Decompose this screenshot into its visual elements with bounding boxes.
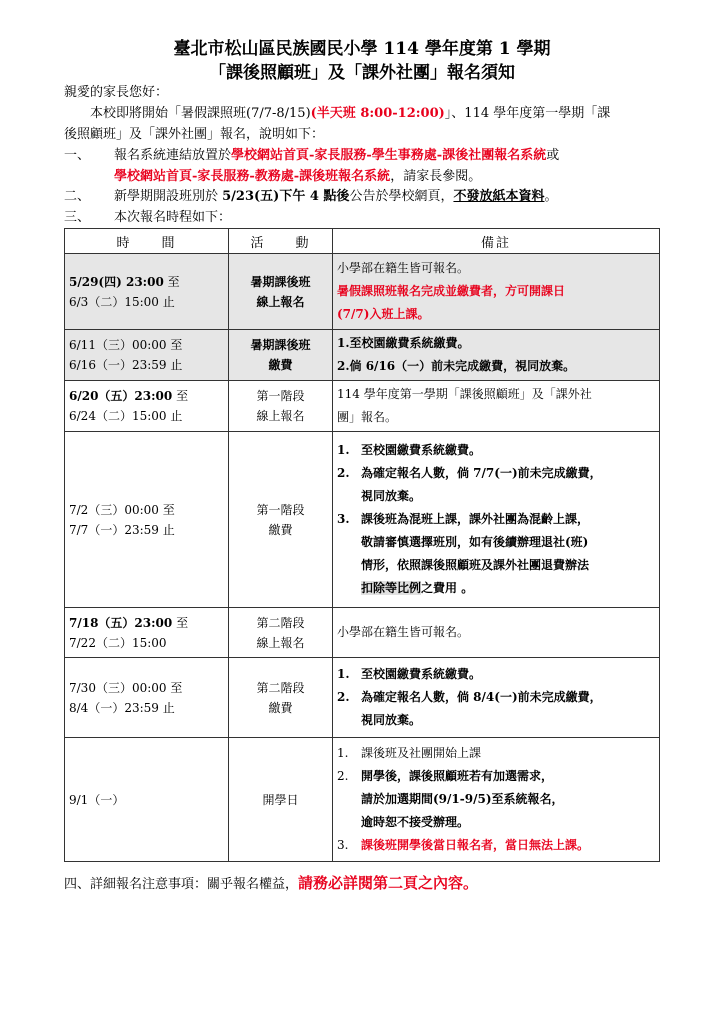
list-line: 課後班開學後當日報名者，當日無法上課。 [361,838,590,852]
time-start-suffix: 至 [158,502,175,517]
list-line: 至校園繳費系統繳費。 [361,667,482,681]
time-cell [65,658,229,738]
list-line: 請於加選期間(9/1-9/5)至系統報名， [361,792,564,806]
note-line-2: 團」報名。 [337,410,398,424]
footer-note [64,872,478,893]
list-line: 敬請審慎選擇班別，如有後續辦理退社(班) [361,535,589,549]
list-item [337,508,655,600]
activity-line-1: 暑期課後班 [250,338,311,352]
time-start: 6/20（五）23:00 [69,389,173,403]
time-end-suffix: 止 [158,294,175,309]
item-2-no-paper: 不發放紙本資料 [453,189,545,204]
activity-cell [229,738,333,862]
item-3-num: 三、 [64,210,91,225]
table-row [65,330,660,381]
item-2-pre: 新學期開設班別於 [114,189,223,204]
table-row [65,658,660,738]
time-start-suffix: 至 [166,680,183,695]
list-line: 之費用 。 [421,581,474,595]
time-start-suffix: 至 [172,389,189,403]
table-row [65,738,660,862]
list-line: 視同放棄。 [361,713,422,727]
activity-cell [229,658,333,738]
time-end: 6/3（二）15:00 [69,294,159,309]
table-row [65,254,660,330]
greeting: 親愛的家長您好： [64,85,169,100]
list-item [337,462,655,508]
time-end: 6/24（二）15:00 [69,409,167,423]
list-line: 為確定報名人數，倘 7/7(一)前未完成繳費， [361,466,602,480]
time-end: 6/16（一）23:59 [69,358,167,372]
item-1-pre: 報名系統連結放置於 [114,148,232,163]
list-line: 為確定報名人數，倘 8/4(一)前未完成繳費， [361,690,602,704]
time-cell [65,381,229,432]
list-line: 情形，依照課後照顧班及課外社團退費辦法 [361,558,590,572]
footer-red: 請務必詳閱第二頁之內容。 [298,874,479,892]
list-item [337,834,655,857]
activity-line-2: 線上報名 [256,409,305,423]
activity-cell [229,432,333,608]
note-line-1: 114 學年度第一學期「課後照顧班」及「課外社 [337,387,592,401]
time-end-suffix: 止 [158,700,175,715]
item-2-date: 5/23(五)下午 4 點後 [222,189,350,204]
time-cell [65,608,229,658]
list-num: 1. [337,746,349,760]
intro-half-day: (半天班 8:00-12:00) [310,106,445,121]
time-start: 9/1（一） [69,792,125,807]
activity-line-1: 第二階段 [256,680,305,695]
table-row [65,381,660,432]
schedule-table [64,228,660,862]
list-line: 至校園繳費系統繳費。 [361,443,482,457]
note-cell [333,608,660,658]
time-start: 7/2（三）00:00 [69,502,159,517]
item-1-link-1[interactable]: 學校網站首頁-家長服務-學生事務處-課後社團報名系統 [231,148,547,163]
time-cell [65,738,229,862]
time-cell [65,254,229,330]
time-start: 6/11（三）00:00 [69,338,167,352]
activity-line-2: 繳費 [268,522,293,537]
activity-line-2: 線上報名 [256,294,305,309]
time-end-suffix: 止 [166,358,183,372]
activity-cell [229,381,333,432]
time-end: 7/22（二）15:00 [69,635,167,650]
table-row [65,432,660,608]
item-2-num: 二、 [64,189,91,204]
activity-cell [229,254,333,330]
list-line: 視同放棄。 [361,489,422,503]
list-num: 2. [337,690,350,704]
list-num: 3. [337,512,350,526]
header-activity: 活 動 [229,229,333,254]
item-1 [64,145,664,187]
time-start: 7/30（三）00:00 [69,680,167,695]
note-line-1: 小學部在籍生皆可報名。 [337,625,470,639]
time-end-suffix: 止 [166,409,183,423]
note-line-2: 2.倘 6/16（一）前未完成繳費，視同放棄。 [337,359,576,373]
list-line: 課後班及社團開始上課 [361,746,482,760]
item-1-mid: 或 [546,148,560,163]
note-cell [333,330,660,381]
activity-line-1: 第一階段 [256,502,305,517]
list-item [337,663,655,686]
note-line-3: (7/7)入班上課。 [337,307,430,321]
note-line-1: 小學部在籍生皆可報名。 [337,261,470,275]
note-cell [333,254,660,330]
time-start-suffix: 至 [172,615,189,630]
list-item [337,439,655,462]
time-end-suffix: 止 [158,522,175,537]
note-line-2: 暑假課照班報名完成並繳費者，方可開課日 [337,284,566,298]
item-3 [64,207,231,228]
time-cell [65,432,229,608]
note-line-1: 1.至校園繳費系統繳費。 [337,336,470,350]
list-num: 1. [337,667,350,681]
note-cell [333,381,660,432]
list-item [337,742,655,765]
intro-text-1: 本校即將開始「暑假課照班(7/7-8/15) [90,106,311,121]
footer-pre: 四、詳細報名注意事項：關乎報名權益， [64,877,299,892]
list-num: 2. [337,466,350,480]
note-cell [333,738,660,862]
intro-text-2: 」、114 學年度第一學期「課 [444,106,611,121]
list-num: 2. [337,769,349,783]
item-1-num: 一、 [64,148,91,163]
highlight-text: 扣除等比例 [361,581,422,595]
note-cell [333,432,660,608]
list-line: 課後班為混班上課，課外社團為混齡上課， [361,512,590,526]
note-cell [333,658,660,738]
item-1-post: ，請家長參閱。 [390,169,482,184]
activity-line-2: 繳費 [268,700,293,715]
doc-title-line2: 「課後照顧班」及「課外社團」報名須知 [209,63,515,83]
activity-line-1: 第二階段 [256,615,305,630]
activity-line-1: 開學日 [262,792,299,807]
table-row [65,608,660,658]
item-2 [64,186,664,207]
doc-title-line1: 臺北市松山區民族國民小學 114 學年度第 1 學期 [173,39,551,59]
intro-paragraph [64,103,664,145]
time-end: 7/7（一）23:59 [69,522,159,537]
time-start-suffix: 至 [166,338,183,352]
list-num: 3. [337,838,349,852]
time-start-suffix: 至 [163,274,180,289]
time-cell [65,330,229,381]
list-num: 1. [337,443,350,457]
activity-cell [229,608,333,658]
item-2-mid: 公告於學校網頁， [349,189,454,204]
time-end: 8/4（一）23:59 [69,700,159,715]
item-1-link-2[interactable]: 學校網站首頁-家長服務-教務處-課後班報名系統 [114,169,391,184]
time-start: 7/18（五）23:00 [69,615,173,630]
header-time: 時 間 [65,229,229,254]
activity-line-2: 線上報名 [256,635,305,650]
item-3-text: 本次報名時程如下： [114,210,232,225]
item-2-post: 。 [544,189,558,204]
list-line: 開學後，課後照顧班若有加選需求， [361,769,554,783]
activity-line-1: 第一階段 [256,389,305,403]
intro-text-3: 後照顧班」及「課外社團」報名，說明如下： [64,127,325,142]
activity-cell [229,330,333,381]
list-line: 逾時恕不接受辦理。 [361,815,470,829]
table-header-row [65,229,660,254]
list-item [337,686,655,732]
list-item [337,765,655,834]
header-note: 備註 [333,229,660,254]
activity-line-2: 繳費 [268,358,293,372]
activity-line-1: 暑期課後班 [250,274,311,289]
time-start: 5/29(四) 23:00 [69,274,164,289]
